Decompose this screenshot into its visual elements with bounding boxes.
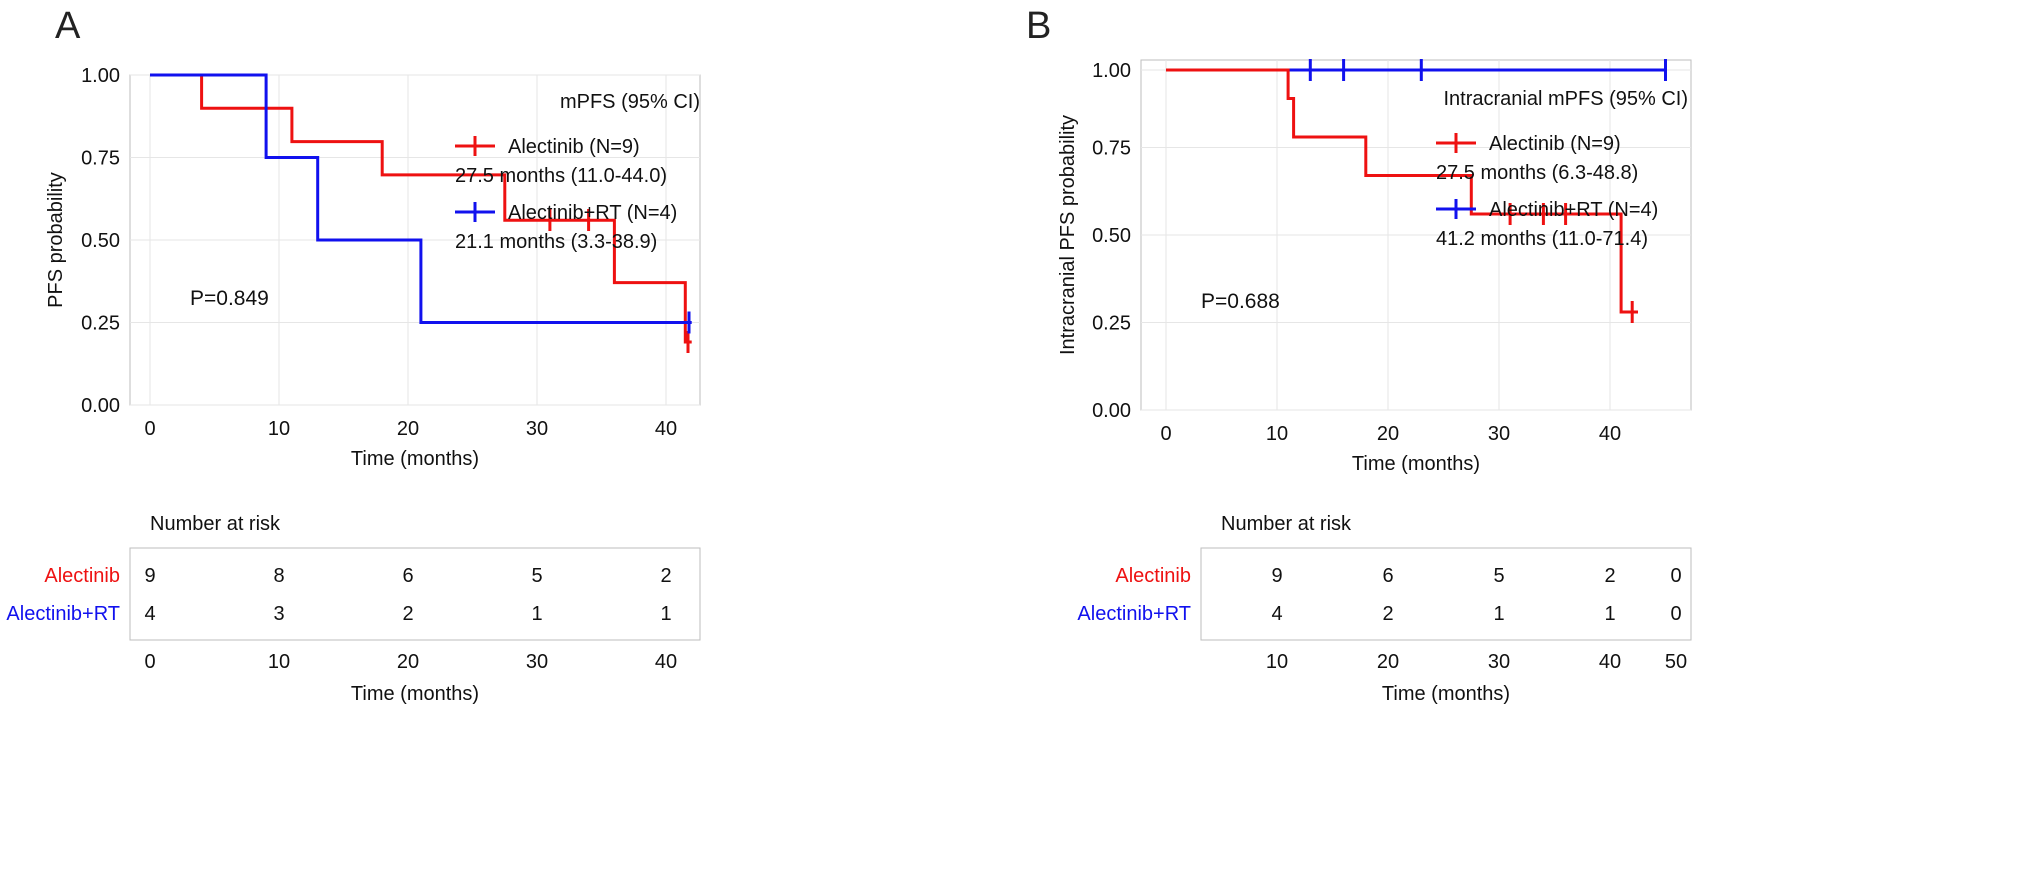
risk-value: 1 [1604, 603, 1616, 625]
x-tick-label: 0 [144, 651, 156, 673]
x-tick-label: 50 [1664, 651, 1688, 673]
legend-label-alectinib-b: Alectinib (N=9) [1489, 133, 1621, 155]
risk-value: 5 [531, 565, 543, 587]
x-axis-ticks-b [1160, 423, 1621, 445]
risk-value: 3 [273, 603, 285, 625]
risk-value: 9 [1271, 565, 1283, 587]
risk-x-axis-title-a: Time (months) [350, 683, 480, 705]
risk-table-title-a: Number at risk [150, 513, 281, 535]
risk-row-label-alectinib-rt-a: Alectinib+RT [6, 603, 120, 625]
x-tick-label: 30 [1487, 651, 1511, 673]
legend-title: Intracranial mPFS (95% CI) [1443, 88, 1688, 110]
risk-table-title-b: Number at risk [1221, 513, 1352, 535]
risk-value: 6 [1382, 565, 1394, 587]
legend-detail-alectinib-rt-a: 21.1 months (3.3-38.9) [455, 231, 658, 253]
risk-value: 2 [1604, 565, 1616, 587]
y-axis-ticks-a [81, 65, 120, 417]
km-plot-a-svg [0, 60, 1016, 480]
panel-b [1016, 0, 2032, 895]
panel-b-km-plot [1016, 30, 2032, 480]
x-tick-label: 10 [1265, 423, 1289, 445]
risk-value: 2 [660, 565, 672, 587]
y-tick-label: 0.25 [81, 312, 120, 335]
x-tick-label: 30 [1487, 423, 1511, 445]
x-tick-label: 10 [1265, 651, 1289, 673]
x-tick-label: 20 [1376, 423, 1400, 445]
legend-label-alectinib-rt-b: Alectinib+RT (N=4) [1489, 199, 1659, 221]
panel-b-letter: B [1026, 5, 1052, 47]
x-tick-label: 30 [525, 651, 549, 673]
x-tick-label: 40 [654, 651, 678, 673]
legend-label-alectinib-a: Alectinib (N=9) [508, 136, 640, 158]
y-axis-title: Intracranial PFS probability [1057, 114, 1079, 356]
x-tick-label: 20 [396, 418, 420, 440]
x-axis-ticks-a [144, 418, 677, 440]
legend-detail-alectinib-a: 27.5 months (11.0-44.0) [455, 165, 667, 187]
panel-a-letter: A [55, 5, 81, 47]
risk-value: 9 [144, 565, 156, 587]
x-tick-label: 0 [1160, 423, 1172, 445]
x-axis-title: Time (months) [350, 448, 480, 470]
legend-title: mPFS (95% CI) [559, 91, 700, 113]
risk-row-label-alectinib-b: Alectinib [1115, 565, 1191, 587]
x-tick-label: 20 [396, 651, 420, 673]
risk-row-label-alectinib-rt-b: Alectinib+RT [1077, 603, 1191, 625]
x-tick-label: 10 [267, 651, 291, 673]
x-axis-title: Time (months) [1351, 453, 1481, 475]
x-tick-label: 40 [1598, 423, 1622, 445]
legend-detail-alectinib-rt-b: 41.2 months (11.0-71.4) [1436, 228, 1648, 250]
risk-value: 1 [1493, 603, 1505, 625]
risk-value: 2 [1382, 603, 1394, 625]
x-tick-label: 10 [267, 418, 291, 440]
risk-value: 2 [402, 603, 414, 625]
y-tick-label: 0.75 [1092, 137, 1131, 160]
y-tick-label: 0.50 [81, 230, 120, 252]
risk-value: 0 [1670, 603, 1682, 625]
risk-value: 6 [402, 565, 414, 587]
x-tick-label: 40 [1598, 651, 1622, 673]
risk-value: 5 [1493, 565, 1505, 587]
risk-table-a-svg [0, 500, 1016, 730]
y-axis-ticks-b [1092, 60, 1131, 422]
risk-row-label-alectinib-a: Alectinib [44, 565, 120, 587]
risk-value: 1 [660, 603, 672, 625]
legend-detail-alectinib-b: 27.5 months (6.3-48.8) [1436, 162, 1639, 184]
y-tick-label: 0.50 [1092, 225, 1131, 247]
y-tick-label: 0.25 [1092, 312, 1131, 335]
risk-x-axis-b [1266, 651, 1687, 673]
risk-table-a [0, 500, 1016, 730]
x-tick-label: 30 [525, 418, 549, 440]
y-tick-label: 0.75 [81, 147, 120, 170]
panel-a-km-plot [0, 60, 1016, 480]
risk-table-b-svg [1016, 500, 2032, 730]
p-value-b: P=0.688 [1201, 290, 1280, 313]
risk-value: 0 [1670, 565, 1682, 587]
y-tick-label: 1.00 [1092, 60, 1131, 82]
y-tick-label: 0.00 [1092, 400, 1131, 422]
risk-table-b [1016, 500, 2032, 730]
risk-value: 1 [531, 603, 543, 625]
legend-label-alectinib-rt-a: Alectinib+RT (N=4) [508, 202, 678, 224]
risk-value: 4 [144, 603, 156, 625]
risk-x-axis-title-b: Time (months) [1381, 683, 1511, 705]
p-value-a: P=0.849 [190, 287, 269, 310]
y-tick-label: 0.00 [81, 395, 120, 417]
km-plot-b-svg [1016, 30, 2032, 480]
risk-x-axis-a [144, 651, 677, 673]
y-tick-label: 1.00 [81, 65, 120, 87]
risk-value: 8 [273, 565, 285, 587]
y-axis-title: PFS probability [45, 172, 67, 308]
x-tick-label: 40 [654, 418, 678, 440]
x-tick-label: 20 [1376, 651, 1400, 673]
x-tick-label: 0 [144, 418, 156, 440]
risk-value: 4 [1271, 603, 1283, 625]
